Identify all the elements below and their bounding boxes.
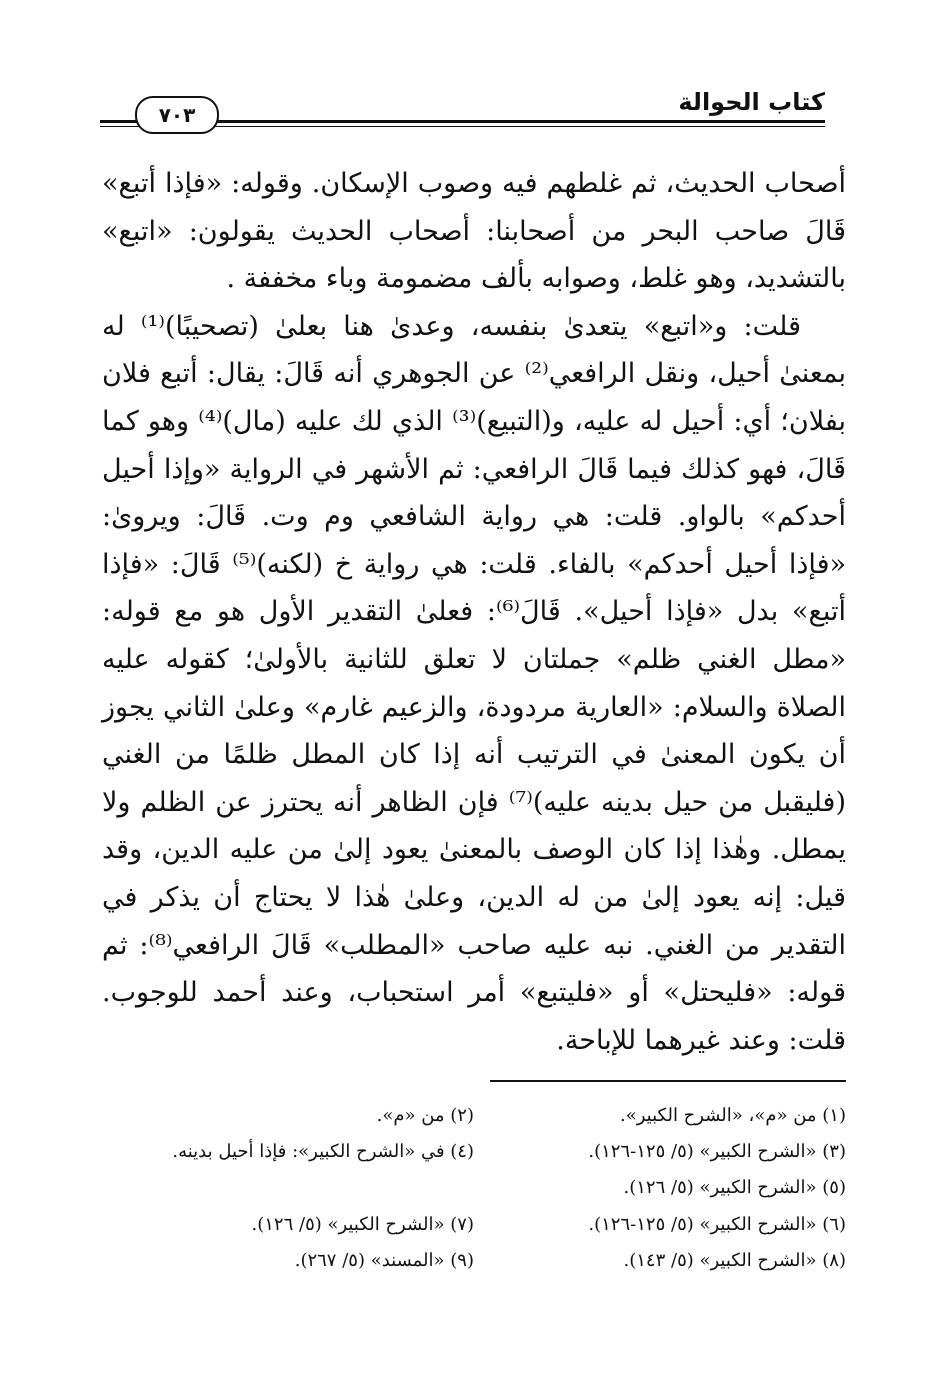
paragraph: قلت: و«اتبع» يتعدىٰ بنفسه، وعدىٰ هنا بعلىٰ (تصحيبًا)⁽¹⁾ له بمعنىٰ أحيل، ونقل الرافعي⁽²⁾ عن الجوهري أنه قَالَ: يقال: أتبع فلان بفلان؛ أي: أحيل له عليه، و(التبيع)⁽³⁾ الذي لك عليه (مال)⁽⁴⁾ وهو كما قَالَ، فهو كذلك فيما قَالَ الرافعي: ثم الأشهر في الرواية «وإذا أحيل أحدكم» بالواو. قلت: هي رواية الشافعي وم وت. قَالَ: ويروىٰ: «فإذا أحيل أحدكم» بالفاء. قلت: هي رواية خ (لكنه)⁽⁵⁾ قَالَ: «فإذا أتبع» بدل «فإذا أحيل». قَالَ⁽⁶⁾: فعلىٰ التقدير الأول هو مع قوله: «مطل الغني ظلم» جملتان لا تعلق للثانية بالأولىٰ؛ كقوله عليه الصلاة والسلام: «العارية مردودة، والزعيم غارم» وعلىٰ الثاني يجوز أن يكون المعنىٰ في الترتيب أنه إذا كان المطل ظلمًا من الغني (فليقبل من حيل بدينه عليه)⁽⁷⁾ فإن الظاهر أنه يحترز عن الظلم ولا يمطل. وهٰذا إذا كان الوصف بالمعنىٰ يعود إلىٰ من عليه الدين، وقد قيل: إنه يعود إلىٰ من له الدين، وعلىٰ هٰذا لا يحتاج أن يذكر في التقدير من الغني. نبه عليه صاحب «المطلب» قَالَ الرافعي⁽⁸⁾: ثم قوله: «فليحتل» أو «فليتبع» أمر استحباب، وعند أحمد للوجوب. قلت: وعند غيرهما للإباحة. — [102, 310, 847, 1056]
footnote — [102, 1170, 474, 1206]
footnote: (٨) «الشرح الكبير» (٥/ ١٤٣). — [623, 1249, 846, 1271]
running-header — [100, 84, 825, 132]
footnote: (١) من «م»، «الشرح الكبير». — [620, 1105, 846, 1126]
footnotes — [102, 1098, 846, 1279]
footnote: (٤) في «الشرح الكبير»: فإذا أحيل بدينه. — [172, 1141, 474, 1163]
footnote-row — [102, 1207, 846, 1243]
footnote: (٧) «الشرح الكبير» (٥/ ١٢٦). — [251, 1213, 474, 1235]
footnote-row — [102, 1134, 846, 1170]
footnote: (٩) «المسند» (٥/ ٢٦٧). — [294, 1249, 474, 1271]
footnote: (٣) «الشرح الكبير» (٥/ ١٢٥-١٢٦). — [588, 1141, 846, 1163]
footnote-row — [102, 1170, 846, 1206]
footnote: (٢) من «م». — [376, 1105, 474, 1126]
footnote-row — [102, 1243, 846, 1279]
book-title: كتاب الحوالة — [678, 88, 825, 116]
paragraph: أصحاب الحديث، ثم غلطهم فيه وصوب الإسكان. وقوله: «فإذا أتبع» قَالَ صاحب البحر من أصحابنا: أصحاب الحديث يقولون: «اتبع» بالتشديد، وهو غلط، وصوابه بألف مضمومة وباء مخففة . — [102, 168, 846, 295]
page-number: ٧٠٣ — [135, 96, 219, 134]
footnote: (٥) «الشرح الكبير» (٥/ ١٢٦). — [623, 1177, 846, 1199]
footnote: (٦) «الشرح الكبير» (٥/ ١٢٥-١٢٦). — [588, 1213, 846, 1235]
footnote-row — [102, 1098, 846, 1134]
main-text — [102, 160, 846, 1064]
footnote-separator — [490, 1080, 846, 1082]
